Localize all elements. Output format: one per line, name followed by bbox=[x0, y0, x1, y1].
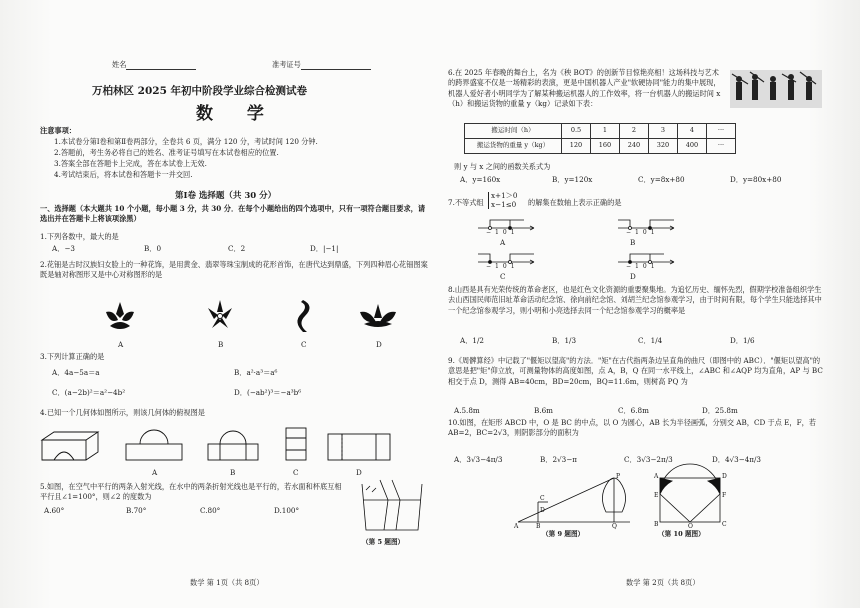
q1-option-b: B．0 bbox=[144, 244, 162, 253]
section-instructions: 一、选择题（本大题共 10 个小题，每小题 3 分，共 30 分．在每个小题给出的四个选项中，只有一项符合题目要求，请选出并在答题卡上将该项涂黑） bbox=[40, 204, 426, 224]
q8-option-b: B．1/3 bbox=[552, 336, 577, 345]
svg-text:A: A bbox=[514, 523, 519, 530]
q9-stem: 9.《周髀算经》中记载了"偃矩以望高"的方法．"矩"在古代指两条边呈直角的曲尺（即图中的 ABC）．"偃矩以望高"的意思是把"矩"仰立放，可测量物体的高度如图，点 A，B，Q 在同一水平线上，∠ABC 和∠AQP 均为直角，AP 与 BC 相交于点 D，测得 AB=40cm，BD=20cm，BQ=11.6m，则树高 PQ 为 bbox=[448, 356, 823, 386]
q7-ineq-2: x−1≤0 bbox=[491, 199, 517, 209]
table-cell: 400 bbox=[678, 139, 707, 154]
subject-title: 数 学 bbox=[196, 104, 278, 124]
q1-option-c: C．2 bbox=[228, 244, 246, 253]
left-footer: 数学 第 1页（共 8页） bbox=[190, 578, 264, 587]
q4-label-d: D bbox=[356, 468, 362, 477]
table-cell: 0.5 bbox=[562, 124, 591, 139]
q2-label-a: A bbox=[118, 340, 124, 349]
flower-b-icon bbox=[208, 300, 232, 328]
svg-text:F: F bbox=[722, 492, 727, 499]
q8-stem: 8.山西是具有光荣传统的革命老区，也是红色文化资源的重要聚集地。为追忆历史、缅怀先烈，假期学校准备组织学生去山西国民师范旧址革命活动纪念馆、徐向前纪念馆、刘胡兰纪念馆参观学习，由于时间有限，每个学生只能选择其中一个纪念馆参观学习，则小明和小亮选择去同一个纪念馆参观学习的概率是 bbox=[448, 285, 822, 315]
name-field bbox=[112, 60, 196, 70]
notice-item: 4.考试结束后，将本试卷和答题卡一并交回. bbox=[54, 170, 193, 179]
notice-heading: 注意事项： bbox=[40, 126, 76, 135]
q7-stem-a: 7.不等式组 bbox=[448, 198, 484, 207]
q6-relation: 则 y 与 x 之间的函数关系式为 bbox=[454, 162, 551, 171]
q6-option-c: C．y=8x+80 bbox=[638, 175, 685, 184]
table-cell: 2 bbox=[620, 124, 649, 139]
q3-stem: 3.下列计算正确的是 bbox=[40, 352, 105, 361]
q1-option-a: A．−3 bbox=[52, 244, 75, 253]
q7-label-a: A bbox=[500, 238, 506, 247]
svg-text:B: B bbox=[654, 521, 659, 528]
right-page bbox=[448, 0, 828, 608]
q4-stem: 4.已知一个几何体如图所示，则该几何体的俯视图是 bbox=[40, 408, 205, 417]
q9-option-c: C．6.8m bbox=[618, 406, 649, 415]
q1-option-d: D．|−1| bbox=[310, 244, 339, 253]
flower-c-icon bbox=[297, 300, 309, 332]
q4-label-b: B bbox=[230, 468, 236, 477]
q10-option-c: C．3√3−2π/3 bbox=[624, 455, 673, 464]
solid-figure-icon bbox=[42, 432, 98, 460]
q6-option-b: B．y=120x bbox=[552, 175, 593, 184]
q4-figures bbox=[40, 426, 410, 466]
q7-label-b: B bbox=[630, 238, 636, 247]
table-cell: 3 bbox=[649, 124, 678, 139]
q10-option-d: D．4√3−4π/3 bbox=[712, 455, 761, 464]
q5-option-d: D.100° bbox=[274, 506, 300, 515]
right-footer: 数学 第 2页（共 8页） bbox=[626, 578, 700, 587]
q2-label-d: D bbox=[376, 340, 382, 349]
view-b-icon bbox=[208, 431, 258, 460]
q10-stem: 10.如图，在矩形 ABCD 中，O 是 BC 的中点，以 O 为圆心，AB 长为半径画弧，分别交 AB，CD 于点 E，F，若 AB=2，BC=2√3，则阴影部分的面积为 bbox=[448, 418, 816, 438]
q2-label-b: B bbox=[218, 340, 224, 349]
svg-text:B: B bbox=[536, 523, 541, 530]
table-cell: 240 bbox=[620, 139, 649, 154]
q9-option-a: A.5.8m bbox=[454, 406, 480, 415]
q10-figure bbox=[654, 472, 727, 530]
q1-stem: 1.下列各数中，最大的是 bbox=[40, 232, 119, 241]
q4-label-c: C bbox=[293, 468, 299, 477]
q9-figure bbox=[514, 472, 634, 528]
svg-text:P: P bbox=[616, 473, 621, 480]
view-c-icon bbox=[286, 428, 306, 460]
notice-item: 1.本试卷分第Ⅰ卷和第Ⅱ卷两部分，全卷共 6 页，满分 120 分，考试时间 120 分钟. bbox=[54, 137, 318, 146]
svg-text:D: D bbox=[540, 507, 545, 514]
q7-ineq-1: x+1＞0 bbox=[491, 191, 518, 200]
q3-option-d: D．(−ab²)³＝−a³b⁶ bbox=[234, 388, 302, 397]
table-cell: ··· bbox=[707, 124, 736, 139]
q2-label-c: C bbox=[301, 340, 307, 349]
q7-ticks-a: −101 bbox=[486, 229, 519, 236]
q7-stem-b: 的解集在数轴上表示正确的是 bbox=[528, 198, 622, 207]
view-d-icon bbox=[328, 434, 390, 460]
table-cell: 320 bbox=[649, 139, 678, 154]
q7-system bbox=[488, 192, 517, 209]
q3-option-a: A．4a−5a＝a bbox=[52, 368, 100, 377]
q3-option-c: C．(a−2b)²＝a²−4b² bbox=[52, 388, 126, 397]
table-cell: 搬运货物的重量 y（kg） bbox=[465, 139, 562, 154]
q3-option-b: B．a²·a³＝a⁶ bbox=[234, 368, 278, 377]
left-page bbox=[40, 0, 435, 608]
svg-text:C: C bbox=[722, 521, 727, 528]
q8-option-d: D．1/6 bbox=[730, 336, 755, 345]
id-field bbox=[272, 60, 371, 70]
q6-option-a: A．y=160x bbox=[460, 175, 501, 184]
q8-option-c: C．1/4 bbox=[638, 336, 663, 345]
q9-option-b: B.6m bbox=[534, 406, 553, 415]
svg-text:D: D bbox=[722, 473, 727, 480]
q5-figure bbox=[358, 480, 428, 536]
q6-option-d: D．y=80x+80 bbox=[730, 175, 782, 184]
q2-stem: 2.花钿是古时汉族妇女脸上的一种花饰，是用黄金、翡翠等珠宝制成的花形首饰，在唐代达到鼎盛，下列四种眉心花钿图案既是轴对称图形又是中心对称图形的是 bbox=[40, 260, 428, 280]
q6-stem: 6.在 2025 年春晚的舞台上，名为《秧 BOT》的创新节目惊艳亮相！这场科技与艺术的跨界盛宴不仅是一场精彩的表演，更是中国机器人产业"软硬协同"能力的集中展现，机器人爱好者小明同学为了解某种搬运机器人的工作效率，将一台机器人的搬运时间 x（h）和搬运货物的重量 y（kg）记录如下表： bbox=[448, 68, 721, 109]
flower-a-icon bbox=[106, 302, 134, 329]
q5-option-b: B.70° bbox=[126, 506, 147, 515]
q5-stem: 5.如图，在空气中平行的两条入射光线，在水中的两条折射光线也是平行的，若水面和杯底互相平行且∠1=100°，则∠2 的度数为 bbox=[40, 482, 342, 502]
q5-option-c: C.80° bbox=[200, 506, 221, 515]
q9-caption: （第 9 题图） bbox=[542, 530, 585, 538]
table-cell: 4 bbox=[678, 124, 707, 139]
table-row bbox=[465, 124, 736, 139]
robot-dance-photo bbox=[730, 70, 822, 108]
q7-label-d: D bbox=[630, 272, 636, 281]
q10-option-a: A．3√3−4π/3 bbox=[454, 455, 503, 464]
q7-label-c: C bbox=[500, 272, 506, 281]
table-cell: 1 bbox=[591, 124, 620, 139]
svg-text:A: A bbox=[654, 473, 659, 480]
q7-ticks-c: −101 bbox=[486, 263, 519, 270]
q7-ticks-b: −101 bbox=[626, 229, 659, 236]
table-cell: 160 bbox=[591, 139, 620, 154]
svg-text:O: O bbox=[688, 523, 693, 530]
svg-text:E: E bbox=[654, 492, 659, 499]
name-label: 姓名 bbox=[112, 60, 127, 69]
q6-data-table bbox=[464, 123, 736, 154]
q2-figures bbox=[100, 298, 400, 338]
flower-d-icon bbox=[360, 304, 396, 327]
id-label: 准考证号 bbox=[272, 60, 301, 69]
table-cell: 搬运时间（h） bbox=[465, 124, 562, 139]
part1-heading: 第Ⅰ卷 选择题（共 30 分） bbox=[175, 191, 277, 201]
q10-caption: （第 10 题图） bbox=[658, 530, 705, 538]
q9-option-d: D．25.8m bbox=[702, 406, 738, 415]
q5-caption: （第 5 题图） bbox=[362, 538, 405, 546]
table-cell: ··· bbox=[707, 139, 736, 154]
svg-text:Q: Q bbox=[612, 523, 617, 530]
notice-item: 2.答题前，考生务必将自己的姓名、准考证号填写在本试卷相应的位置. bbox=[54, 148, 279, 157]
q7-ticks-d: −101 bbox=[626, 263, 659, 270]
q4-label-a: A bbox=[152, 468, 158, 477]
svg-text:C: C bbox=[540, 495, 545, 502]
q10-option-b: B．2√3−π bbox=[540, 455, 577, 464]
notice-item: 3.答案全部在答题卡上完成，答在本试卷上无效. bbox=[54, 159, 207, 168]
view-a-icon bbox=[126, 430, 182, 460]
table-cell: 120 bbox=[562, 139, 591, 154]
q5-option-a: A.60° bbox=[44, 506, 65, 515]
table-row bbox=[465, 139, 736, 154]
q8-option-a: A．1/2 bbox=[460, 336, 484, 345]
exam-title: 万柏林区 2025 年初中阶段学业综合检测试卷 bbox=[92, 85, 308, 97]
